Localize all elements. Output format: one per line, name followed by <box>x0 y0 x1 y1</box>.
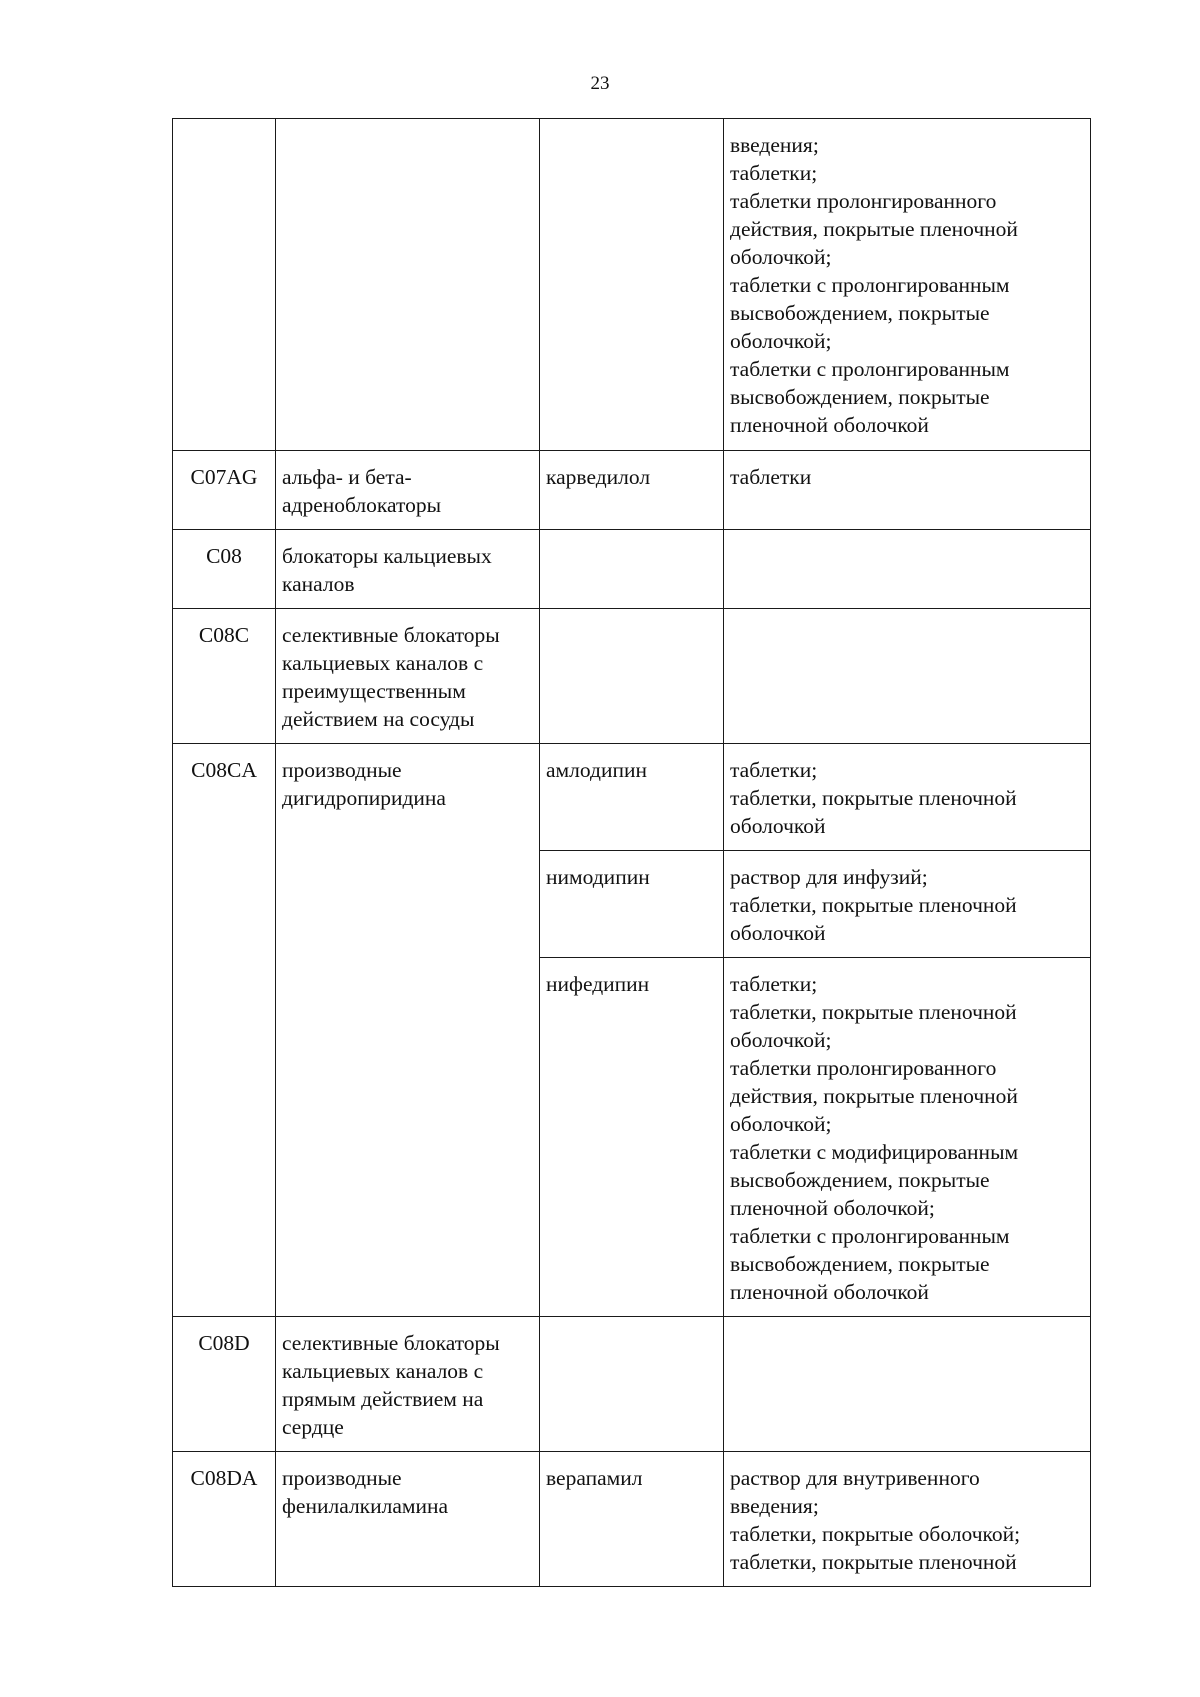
drug-name-cell <box>540 1317 724 1452</box>
drug-name-cell <box>540 530 724 609</box>
group-cell: производные фенилалкиламина <box>276 1452 540 1587</box>
atc-code-cell: C08CA <box>173 744 276 1317</box>
table-row-c08c <box>173 609 1091 744</box>
dosage-form-cell <box>724 1317 1091 1452</box>
table-row-continued <box>173 119 1091 451</box>
atc-code-cell: C08D <box>173 1317 276 1452</box>
atc-code-cell: C07AG <box>173 451 276 530</box>
group-cell <box>276 119 540 451</box>
dosage-form-cell <box>724 609 1091 744</box>
atc-code-cell <box>173 119 276 451</box>
table-row-c08 <box>173 530 1091 609</box>
atc-code-cell: C08DA <box>173 1452 276 1587</box>
drug-name-cell: амлодипин <box>540 744 724 851</box>
group-cell: селективные блокаторы кальциевых каналов с прямым действием на сердце <box>276 1317 540 1452</box>
group-cell: производные дигидропиридина <box>276 744 540 1317</box>
page-number: 23 <box>590 73 610 94</box>
group-cell: селективные блокаторы кальциевых каналов с преимущественным действием на сосуды <box>276 609 540 744</box>
dosage-form-cell: раствор для инфузий; таблетки, покрытые пленочной оболочкой <box>724 851 1091 958</box>
atc-code-cell: C08C <box>173 609 276 744</box>
table-row-c07ag <box>173 451 1091 530</box>
drug-table <box>172 118 1091 1587</box>
group-cell: альфа- и бета- адреноблокаторы <box>276 451 540 530</box>
dosage-form-cell: введения; таблетки; таблетки пролонгированного действия, покрытые пленочной оболочкой; таблетки с пролонгированным высвобождением, покрытые оболочкой; таблетки с пролонгированным высвобождением, покрытые пленочной оболочкой <box>724 119 1091 451</box>
dosage-form-cell <box>724 530 1091 609</box>
drug-name-cell <box>540 119 724 451</box>
drug-name-cell: нимодипин <box>540 851 724 958</box>
table-row-c08ca-amlodipine <box>173 744 1091 851</box>
drug-name-cell: нифедипин <box>540 958 724 1317</box>
group-cell: блокаторы кальциевых каналов <box>276 530 540 609</box>
dosage-form-cell: таблетки; таблетки, покрытые пленочной оболочкой <box>724 744 1091 851</box>
dosage-form-cell: таблетки; таблетки, покрытые пленочной оболочкой; таблетки пролонгированного действия, покрытые пленочной оболочкой; таблетки с модифицированным высвобождением, покрытые пленочной оболочкой; таблетки с пролонгированным высвобождением, покрытые пленочной оболочкой <box>724 958 1091 1317</box>
drug-name-cell: карведилол <box>540 451 724 530</box>
atc-code-cell: C08 <box>173 530 276 609</box>
drug-name-cell: верапамил <box>540 1452 724 1587</box>
dosage-form-cell: раствор для внутривенного введения; таблетки, покрытые оболочкой; таблетки, покрытые пленочной <box>724 1452 1091 1587</box>
dosage-form-cell: таблетки <box>724 451 1091 530</box>
table-row-c08d <box>173 1317 1091 1452</box>
table-row-c08da <box>173 1452 1091 1587</box>
drug-name-cell <box>540 609 724 744</box>
